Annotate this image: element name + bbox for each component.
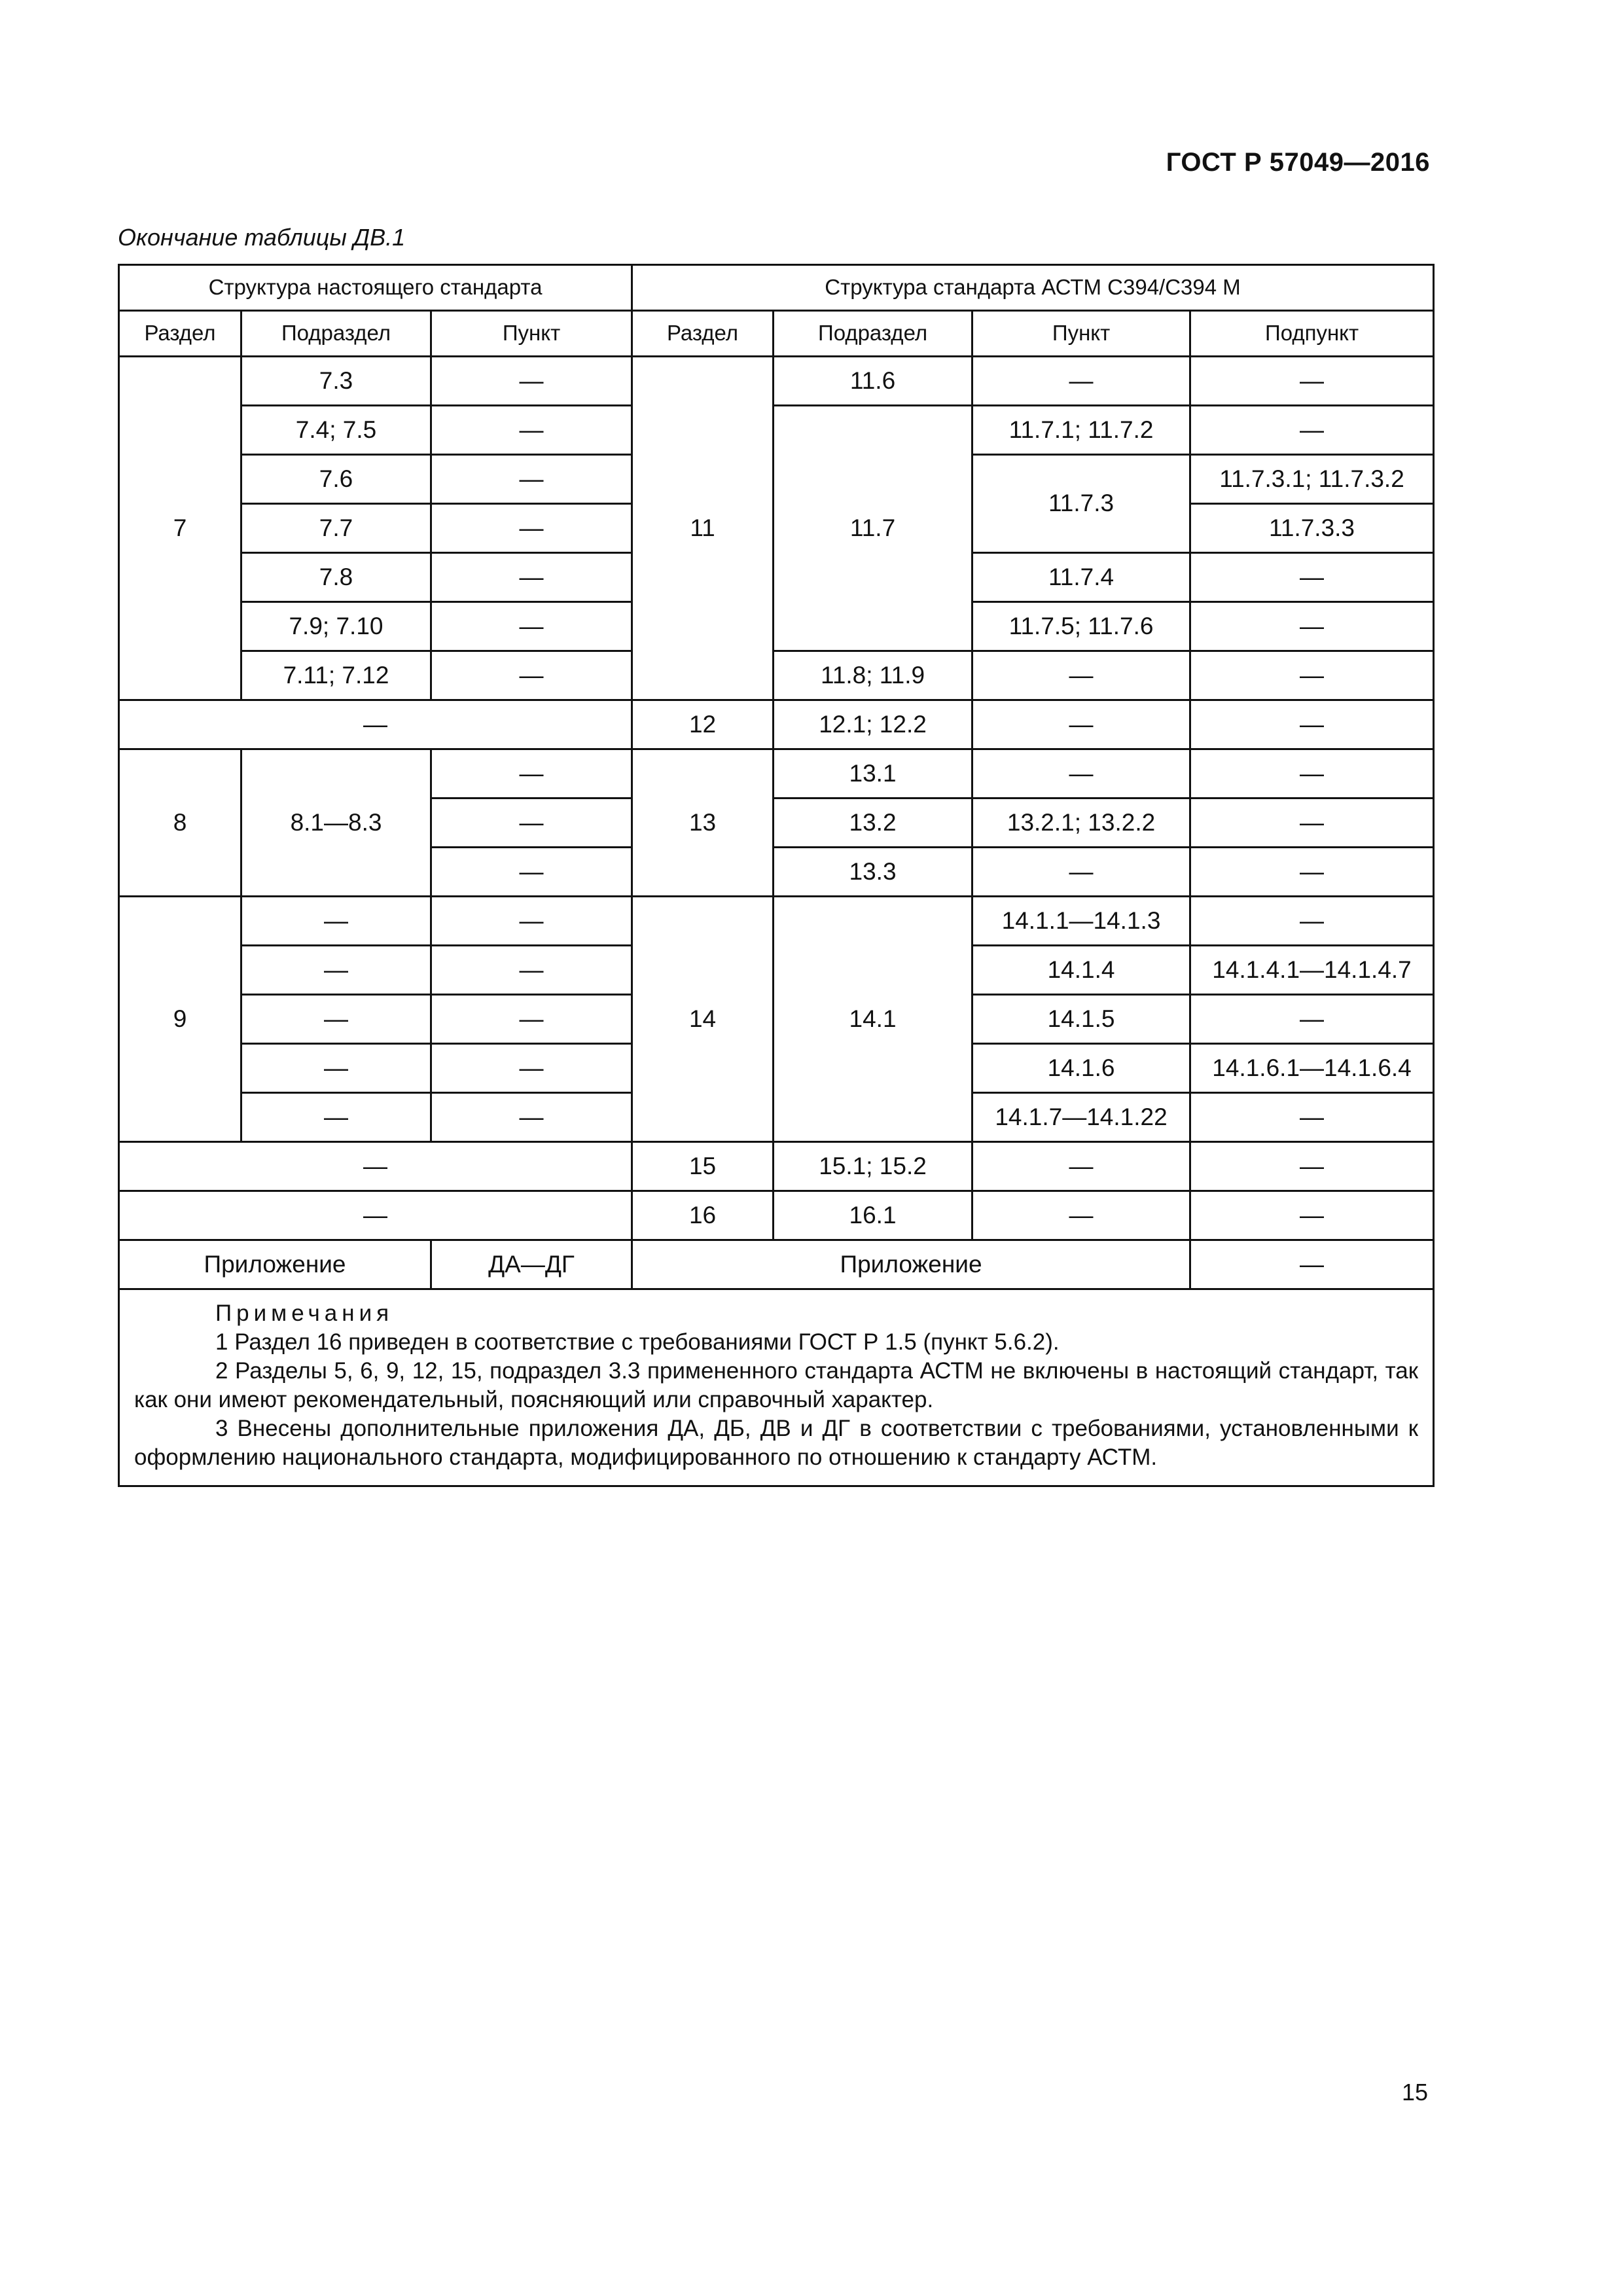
subsection-cell: 8.1—8.3	[241, 749, 431, 897]
astm-item-cell: 14.1.4	[972, 946, 1190, 995]
item-cell: —	[431, 897, 632, 946]
astm-item-cell: —	[972, 1191, 1190, 1240]
astm-subsection-cell: 13.2	[774, 798, 972, 848]
astm-item-cell: 14.1.5	[972, 995, 1190, 1044]
astm-subitem-cell: 11.7.3.3	[1190, 504, 1434, 553]
item-cell: —	[431, 357, 632, 406]
no-equivalent-cell: —	[119, 700, 632, 749]
subsection-cell: 7.4; 7.5	[241, 406, 431, 455]
section-cell: 8	[119, 749, 241, 897]
subsection-cell: 7.8	[241, 553, 431, 602]
astm-item-cell: —	[972, 749, 1190, 798]
astm-section-cell: 13	[632, 749, 774, 897]
astm-subitem-cell: —	[1190, 406, 1434, 455]
astm-subitem-cell: 14.1.4.1—14.1.4.7	[1190, 946, 1434, 995]
page-number: 15	[1401, 2079, 1428, 2106]
astm-subitem-cell: —	[1190, 848, 1434, 897]
astm-item-cell: 13.2.1; 13.2.2	[972, 798, 1190, 848]
astm-item-cell: 14.1.7—14.1.22	[972, 1093, 1190, 1142]
group-header-astm: Структура стандарта АСТМ С394/С394 М	[632, 265, 1434, 311]
subsection-cell: 7.3	[241, 357, 431, 406]
item-cell: —	[431, 1044, 632, 1093]
no-equivalent-cell: —	[119, 1191, 632, 1240]
item-cell: —	[431, 995, 632, 1044]
item-cell: —	[431, 848, 632, 897]
astm-subsection-cell: 13.1	[774, 749, 972, 798]
table-row	[119, 749, 1434, 798]
astm-subitem-cell: —	[1190, 1093, 1434, 1142]
column-header-row	[119, 311, 1434, 357]
astm-item-cell: —	[972, 848, 1190, 897]
group-header-current: Структура настоящего стандарта	[119, 265, 632, 311]
astm-item-cell: 11.7.4	[972, 553, 1190, 602]
astm-item-cell: —	[972, 357, 1190, 406]
item-cell: —	[431, 602, 632, 651]
astm-appendix-subitem: —	[1190, 1240, 1434, 1289]
astm-item-cell: 14.1.6	[972, 1044, 1190, 1093]
item-cell: —	[431, 946, 632, 995]
subsection-cell: —	[241, 897, 431, 946]
note-item: 1 Раздел 16 приведен в соответствие с требованиями ГОСТ Р 1.5 (пункт 5.6.2).	[215, 1329, 1060, 1355]
col-header-astm-item: Пункт	[972, 311, 1190, 357]
correspondence-table	[118, 264, 1433, 1487]
astm-section-cell: 11	[632, 357, 774, 700]
table-row	[119, 406, 1434, 455]
no-equivalent-cell: —	[119, 1142, 632, 1191]
astm-subitem-cell: —	[1190, 749, 1434, 798]
table-row	[119, 357, 1434, 406]
astm-subsection-cell: 14.1	[774, 897, 972, 1142]
astm-item-cell: 11.7.3	[972, 455, 1190, 553]
astm-subitem-cell: —	[1190, 553, 1434, 602]
item-cell: —	[431, 1093, 632, 1142]
table-row	[119, 1191, 1434, 1240]
astm-subitem-cell: —	[1190, 651, 1434, 700]
subsection-cell: 7.6	[241, 455, 431, 504]
astm-section-cell: 12	[632, 700, 774, 749]
astm-subitem-cell: —	[1190, 1142, 1434, 1191]
astm-subsection-cell: 12.1; 12.2	[774, 700, 972, 749]
item-cell: —	[431, 455, 632, 504]
astm-item-cell: —	[972, 1142, 1190, 1191]
col-header-subsection: Подраздел	[241, 311, 431, 357]
note-item: 2 Разделы 5, 6, 9, 12, 15, подраздел 3.3 примененного стандарта АСТМ не включены в настоящий стандарт, так как они имеют рекомендательный, поясняющий или справочный характер.	[134, 1358, 1419, 1412]
astm-subitem-cell: —	[1190, 357, 1434, 406]
group-header-row	[119, 265, 1434, 311]
astm-subitem-cell: 11.7.3.1; 11.7.3.2	[1190, 455, 1434, 504]
astm-subsection-cell: 11.8; 11.9	[774, 651, 972, 700]
notes-title: Примечания	[215, 1300, 394, 1326]
section-cell: 9	[119, 897, 241, 1142]
subsection-cell: —	[241, 946, 431, 995]
item-cell: —	[431, 749, 632, 798]
astm-subitem-cell: —	[1190, 700, 1434, 749]
astm-appendix-label: Приложение	[632, 1240, 1190, 1289]
section-cell: 7	[119, 357, 241, 700]
notes-row	[119, 1289, 1434, 1486]
astm-section-cell: 16	[632, 1191, 774, 1240]
astm-section-cell: 14	[632, 897, 774, 1142]
astm-item-cell: 11.7.1; 11.7.2	[972, 406, 1190, 455]
astm-item-cell: 11.7.5; 11.7.6	[972, 602, 1190, 651]
col-header-section: Раздел	[119, 311, 241, 357]
notes-cell	[119, 1289, 1434, 1486]
astm-section-cell: 15	[632, 1142, 774, 1191]
item-cell: —	[431, 798, 632, 848]
astm-subitem-cell: —	[1190, 897, 1434, 946]
col-header-astm-subsection: Подраздел	[774, 311, 972, 357]
appendix-label: Приложение	[119, 1240, 431, 1289]
subsection-cell: —	[241, 995, 431, 1044]
astm-subsection-cell: 11.7	[774, 406, 972, 651]
subsection-cell: 7.9; 7.10	[241, 602, 431, 651]
astm-subitem-cell: —	[1190, 798, 1434, 848]
astm-subitem-cell: —	[1190, 995, 1434, 1044]
col-header-astm-subitem: Подпункт	[1190, 311, 1434, 357]
astm-subitem-cell: —	[1190, 1191, 1434, 1240]
astm-subsection-cell: 15.1; 15.2	[774, 1142, 972, 1191]
col-header-astm-section: Раздел	[632, 311, 774, 357]
appendix-range: ДА—ДГ	[431, 1240, 632, 1289]
subsection-cell: 7.7	[241, 504, 431, 553]
table-row	[119, 651, 1434, 700]
astm-item-cell: —	[972, 651, 1190, 700]
table-row	[119, 700, 1434, 749]
subsection-cell: —	[241, 1093, 431, 1142]
appendix-row	[119, 1240, 1434, 1289]
item-cell: —	[431, 504, 632, 553]
astm-subsection-cell: 13.3	[774, 848, 972, 897]
astm-subsection-cell: 11.6	[774, 357, 972, 406]
astm-subitem-cell: —	[1190, 602, 1434, 651]
astm-item-cell: —	[972, 700, 1190, 749]
astm-item-cell: 14.1.1—14.1.3	[972, 897, 1190, 946]
item-cell: —	[431, 651, 632, 700]
note-item: 3 Внесены дополнительные приложения ДА, ДБ, ДВ и ДГ в соответствии с требованиями, установленными к оформлению национального стандарта, модифицированного по отношению к стандарту АСТМ.	[134, 1416, 1419, 1470]
item-cell: —	[431, 406, 632, 455]
table-row	[119, 1142, 1434, 1191]
subsection-cell: 7.11; 7.12	[241, 651, 431, 700]
subsection-cell: —	[241, 1044, 431, 1093]
table-caption: Окончание таблицы ДВ.1	[118, 224, 406, 251]
col-header-item: Пункт	[431, 311, 632, 357]
table-row	[119, 897, 1434, 946]
astm-subsection-cell: 16.1	[774, 1191, 972, 1240]
document-code: ГОСТ Р 57049—2016	[1166, 148, 1430, 177]
astm-subitem-cell: 14.1.6.1—14.1.6.4	[1190, 1044, 1434, 1093]
item-cell: —	[431, 553, 632, 602]
